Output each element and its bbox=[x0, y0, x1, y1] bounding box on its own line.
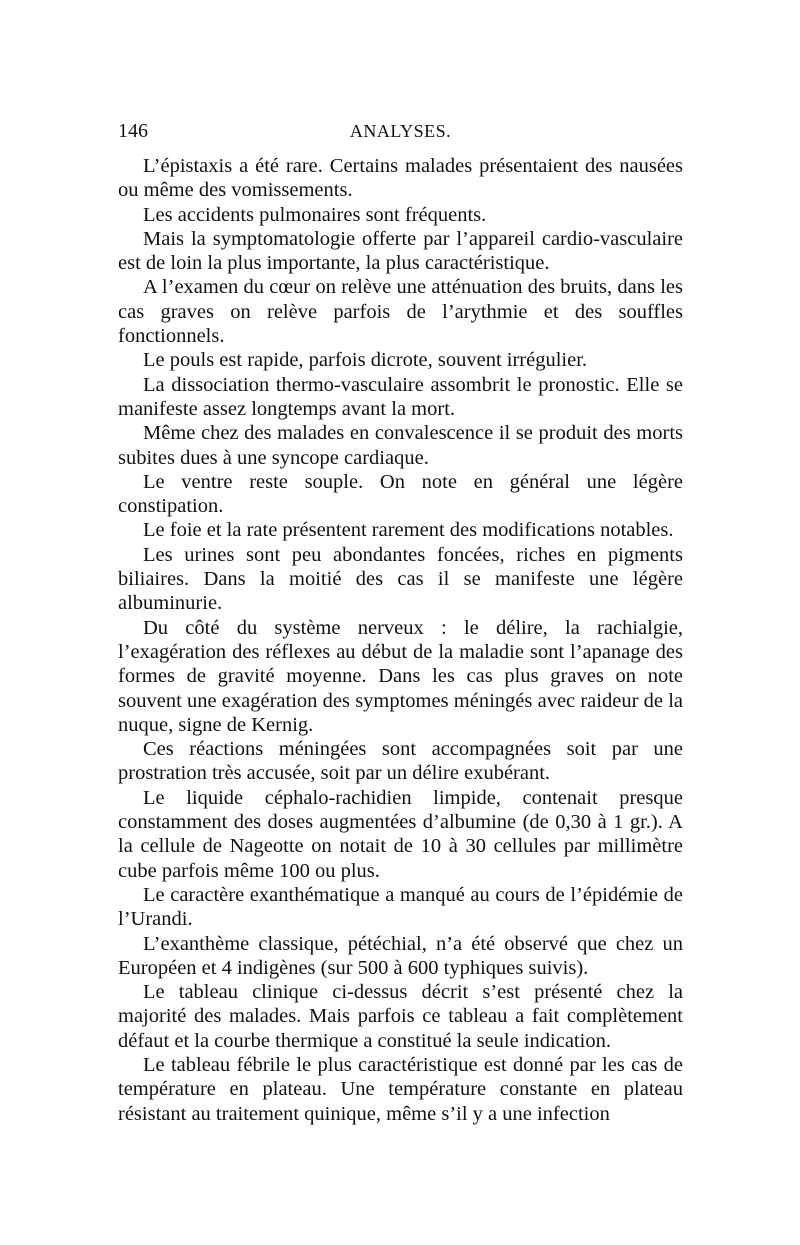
page-number: 146 bbox=[118, 120, 148, 142]
paragraph: Même chez des malades en convalescence il se produit des morts subites dues à une syncope cardiaque. bbox=[118, 422, 683, 469]
paragraph: La dissociation thermo-vasculaire assombrit le pronostic. Elle se manifeste assez longtemps avant la mort. bbox=[118, 373, 683, 420]
body-text bbox=[118, 154, 683, 1126]
paragraph: Le pouls est rapide, parfois dicrote, souvent irrégulier. bbox=[143, 349, 588, 372]
paragraph: Du côté du système nerveux : le délire, la rachialgie, l’exagération des réflexes au début de la maladie sont l’apanage des formes de gravité moyenne. Dans les cas plus graves on note souvent une exagération des symptomes méningés avec raideur de la nuque, signe de Kernig. bbox=[118, 616, 683, 736]
paragraph: Les accidents pulmonaires sont fréquents. bbox=[143, 203, 487, 226]
paragraph: Ces réactions méningées sont accompagnées soit par une prostration très accusée, soit par un délire exubérant. bbox=[118, 738, 683, 785]
paragraph: A l’examen du cœur on relève une atténuation des bruits, dans les cas graves on relève parfois de l’arythmie et des souffles fonctionnels. bbox=[118, 276, 683, 348]
running-title: ANALYSES. bbox=[349, 121, 452, 141]
paragraph: Le liquide céphalo-rachidien limpide, contenait presque constamment des doses augmentées d’albumine (de 0,30 à 1 gr.). A la cellule de Nageotte on notait de 10 à 30 cellules par millimètre cube parfois même 100 ou plus. bbox=[118, 786, 683, 882]
paragraph: L’exanthème classique, pétéchial, n’a été observé que chez un Européen et 4 indigènes (sur 500 à 600 typhiques suivis). bbox=[118, 932, 683, 979]
running-head bbox=[118, 118, 683, 144]
paragraph: L’épistaxis a été rare. Certains malades présentaient des nausées ou même des vomissements. bbox=[118, 155, 683, 202]
paragraph: Mais la symptomatologie offerte par l’appareil cardio-vasculaire est de loin la plus importante, la plus caractéristique. bbox=[118, 227, 683, 275]
paragraph: Le caractère exanthématique a manqué au cours de l’épidémie de l’Urandi. bbox=[118, 883, 683, 931]
paragraph: Le tableau fébrile le plus caractéristique est donné par les cas de température en plateau. Une température constante en plateau résistant au traitement quinique, même s’il y a une infection bbox=[118, 1053, 683, 1125]
paragraph: Le ventre reste souple. On note en général une légère constipation. bbox=[118, 470, 683, 518]
paragraph: Le foie et la rate présentent rarement des modifications notables. bbox=[143, 519, 674, 542]
paragraph: Les urines sont peu abondantes foncées, riches en pigments biliaires. Dans la moitié des cas il se manifeste une légère albuminurie. bbox=[118, 543, 683, 615]
paragraph: Le tableau clinique ci-dessus décrit s’est présenté chez la majorité des malades. Mais parfois ce tableau a fait complètement défaut et la courbe thermique a constitué la seule indication. bbox=[118, 981, 683, 1052]
